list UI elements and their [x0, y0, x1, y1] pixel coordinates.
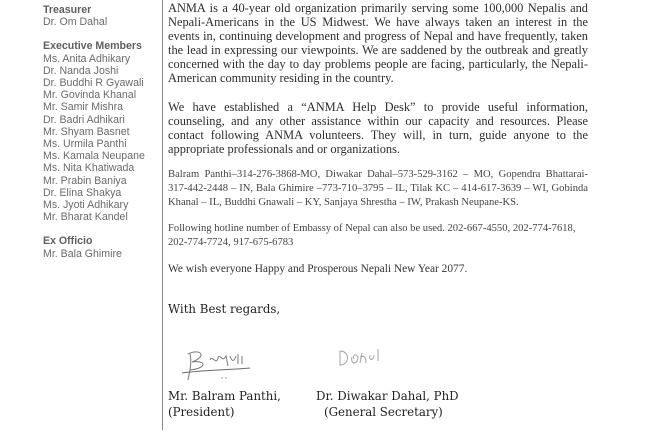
- executive-member: Dr. Buddhi R Gyawali: [43, 77, 144, 90]
- help-desk-paragraph: We have established a “ANMA Help Desk” to provide useful information, counseling, and any other assistance within our capacity and resources. Please contact following ANMA volunteers. They will, in turn, guide anyone to the appropriate professionals and or organizations.: [168, 99, 588, 156]
- executive-member: Ms. Jyoti Adhikary: [43, 199, 129, 212]
- executive-member: Dr. Badri Adhikari: [43, 113, 125, 126]
- executive-member: Mr. Govinda Khanal: [43, 89, 137, 102]
- executive-member: Mr. Prabin Baniya: [43, 174, 127, 187]
- executive-member: Ms. Kamala Neupane: [43, 150, 145, 163]
- president-role: (President): [168, 405, 235, 419]
- ex-officio-heading: Ex Officio: [43, 235, 93, 248]
- treasurer-heading: Treasurer: [43, 4, 92, 16]
- committee-sidebar: [43, 4, 161, 260]
- volunteer-contacts-paragraph: Balram Panthi–314-276-3868-MO, Diwakar Dahal–573-529-3162 – MO, Gopendra Bhattarai-317-442-2448 – IN, Bala Ghimire –773-710–3795 – IL, Tilak KC – 414-617-3639 – WI, Gobinda Khanal – IL, Buddhi Gnawali – KY, Sanjaya Shrestha – IW, Prakash Neupane-KS.: [168, 168, 588, 208]
- executive-member: Mr. Samir Mishra: [43, 101, 124, 114]
- general-secretary-role: (General Secretary): [324, 405, 443, 419]
- general-secretary-signature-icon: [336, 345, 396, 370]
- treasurer-name: Dr. Om Dahal: [43, 16, 108, 29]
- executive-member: Dr. Elina Shakya: [43, 186, 122, 199]
- executive-member: Mr. Bharat Kandel: [43, 211, 128, 224]
- executive-member: Mr. Shyam Basnet: [43, 125, 130, 138]
- closing-line: With Best regards,: [168, 302, 281, 316]
- executive-member: Ms. Urmila Panthi: [43, 138, 127, 151]
- president-name: Mr. Balram Panthi,: [168, 389, 281, 403]
- executive-members-heading: Executive Members: [43, 40, 142, 53]
- executive-member: Dr. Nanda Joshi: [43, 64, 119, 77]
- president-signatory: [168, 388, 281, 420]
- column-divider: [162, 0, 163, 430]
- executive-member: Ms. Nita Khatiwada: [43, 162, 135, 175]
- ex-officio-name: Mr. Bala Ghimire: [43, 247, 122, 260]
- executive-member: Ms. Anita Adhikary: [43, 52, 131, 65]
- letter-body: [168, 0, 588, 276]
- intro-paragraph: ANMA is a 40-year old organization primarily serving some 100,000 Nepalis and Nepali-Americans in the US Midwest. We have always taken an interest in the events in, continuing development and progress of Nepal and have frequently, taken the lead in expressing our viewpoints. We are saddened by the outbreak and greatly concerned with the day to day problems people are facing, particularly, the Nepali-American community residing in the country.: [168, 1, 588, 86]
- general-secretary-name: Dr. Diwakar Dahal, PhD: [316, 389, 459, 403]
- general-secretary-signatory: [316, 388, 459, 420]
- embassy-hotline-paragraph: Following hotline number of Embassy of Nepal can also be used. 202-667-4550, 202-774-7618, 202-774-7724, 917-675-6783: [168, 222, 576, 248]
- new-year-wish-paragraph: We wish everyone Happy and Prosperous Nepali New Year 2077.: [168, 262, 468, 275]
- president-signature-icon: [178, 340, 258, 385]
